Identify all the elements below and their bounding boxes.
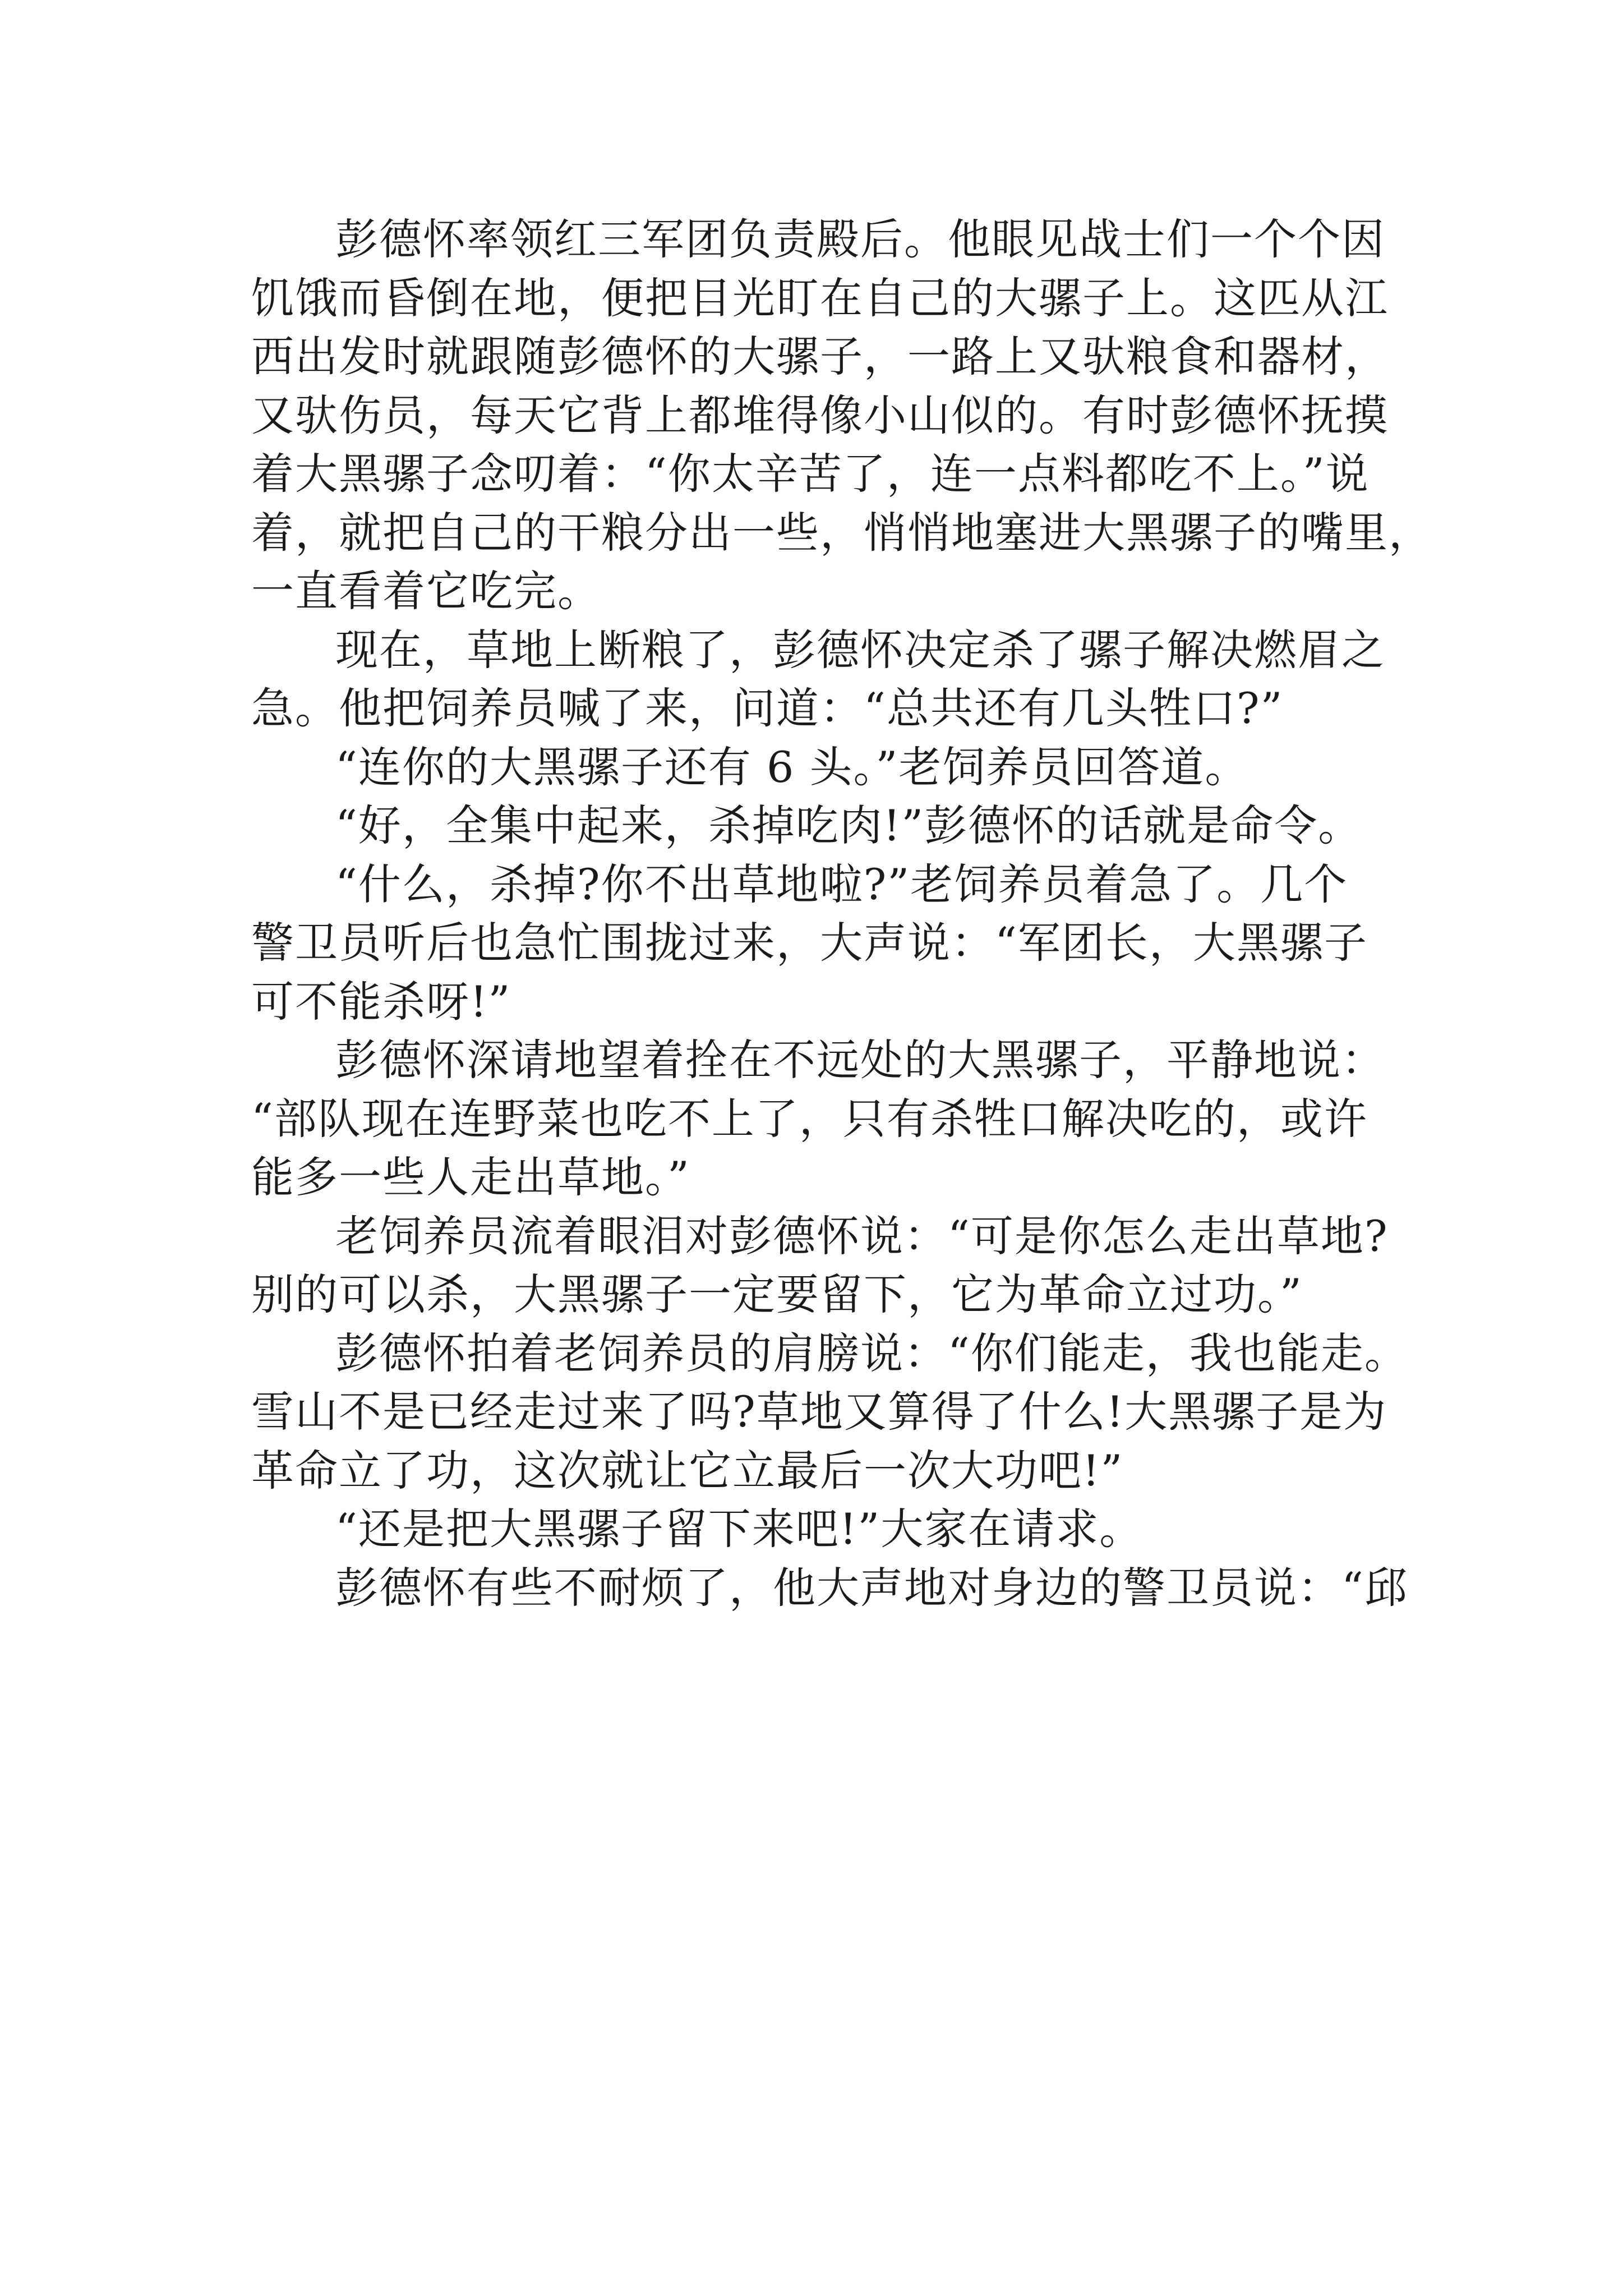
text-line: 饥饿而昏倒在地，便把目光盯在自己的大骡子上。这匹从江 <box>251 273 1389 323</box>
text-line: “好，全集中起来，杀掉吃肉!”彭德怀的话就是命令。 <box>335 800 1362 850</box>
text-line: 现在，草地上断粮了，彭德怀决定杀了骡子解决燃眉之 <box>335 624 1385 675</box>
text-line: 彭德怀拍着老饲养员的肩膀说：“你们能走，我也能走。 <box>335 1328 1408 1378</box>
text-line: 警卫员听后也急忙围拢过来，大声说：“军团长，大黑骡子 <box>251 918 1368 968</box>
text-line: 西出发时就跟随彭德怀的大骡子，一路上又驮粮食和器材， <box>251 332 1389 381</box>
text-line: 彭德怀有些不耐烦了，他大声地对身边的警卫员说：“邱 <box>335 1562 1408 1613</box>
text-line: 急。他把饲养员喊了来，问道：“总共还有几头牲口?” <box>251 683 1284 733</box>
text-line: “什么，杀掉?你不出草地啦?”老饲养员着急了。几个 <box>335 859 1348 909</box>
text-line: “部队现在连野菜也吃不上了，只有杀牲口解决吃的，或许 <box>251 1093 1368 1144</box>
text-line: 革命立了功，这次就让它立最后一次大功吧!” <box>251 1445 1124 1496</box>
text-line: “还是把大黑骡子留下来吧!”大家在请求。 <box>335 1504 1144 1554</box>
text-line: 又驮伤员，每天它背上都堆得像小山似的。有时彭德怀抚摸 <box>251 390 1389 440</box>
text-line: 别的可以杀，大黑骡子一定要留下，它为革命立过功。” <box>251 1269 1303 1319</box>
text-line: “连你的大黑骡子还有 6 头。”老饲养员回答道。 <box>335 742 1249 792</box>
text-line: 彭德怀深请地望着拴在不远处的大黑骡子，平静地说： <box>335 1035 1385 1085</box>
text-line: 能多一些人走出草地。” <box>251 1152 690 1202</box>
body-text <box>251 210 1432 1617</box>
text-line: 一直看着它吃完。 <box>251 566 601 616</box>
text-line: 可不能杀呀!” <box>251 976 511 1027</box>
text-line: 老饲养员流着眼泪对彭德怀说：“可是你怎么走出草地? <box>335 1211 1389 1261</box>
text-line: 彭德怀率领红三军团负责殿后。他眼见战士们一个个因 <box>335 214 1385 264</box>
text-line: 着大黑骡子念叨着：“你太辛苦了，连一点料都吃不上。”说 <box>251 449 1370 499</box>
text-line: 雪山不是已经走过来了吗?草地又算得了什么!大黑骡子是为 <box>251 1387 1387 1437</box>
text-line: 着，就把自己的干粮分出一些，悄悄地塞进大黑骡子的嘴里， <box>251 507 1432 558</box>
